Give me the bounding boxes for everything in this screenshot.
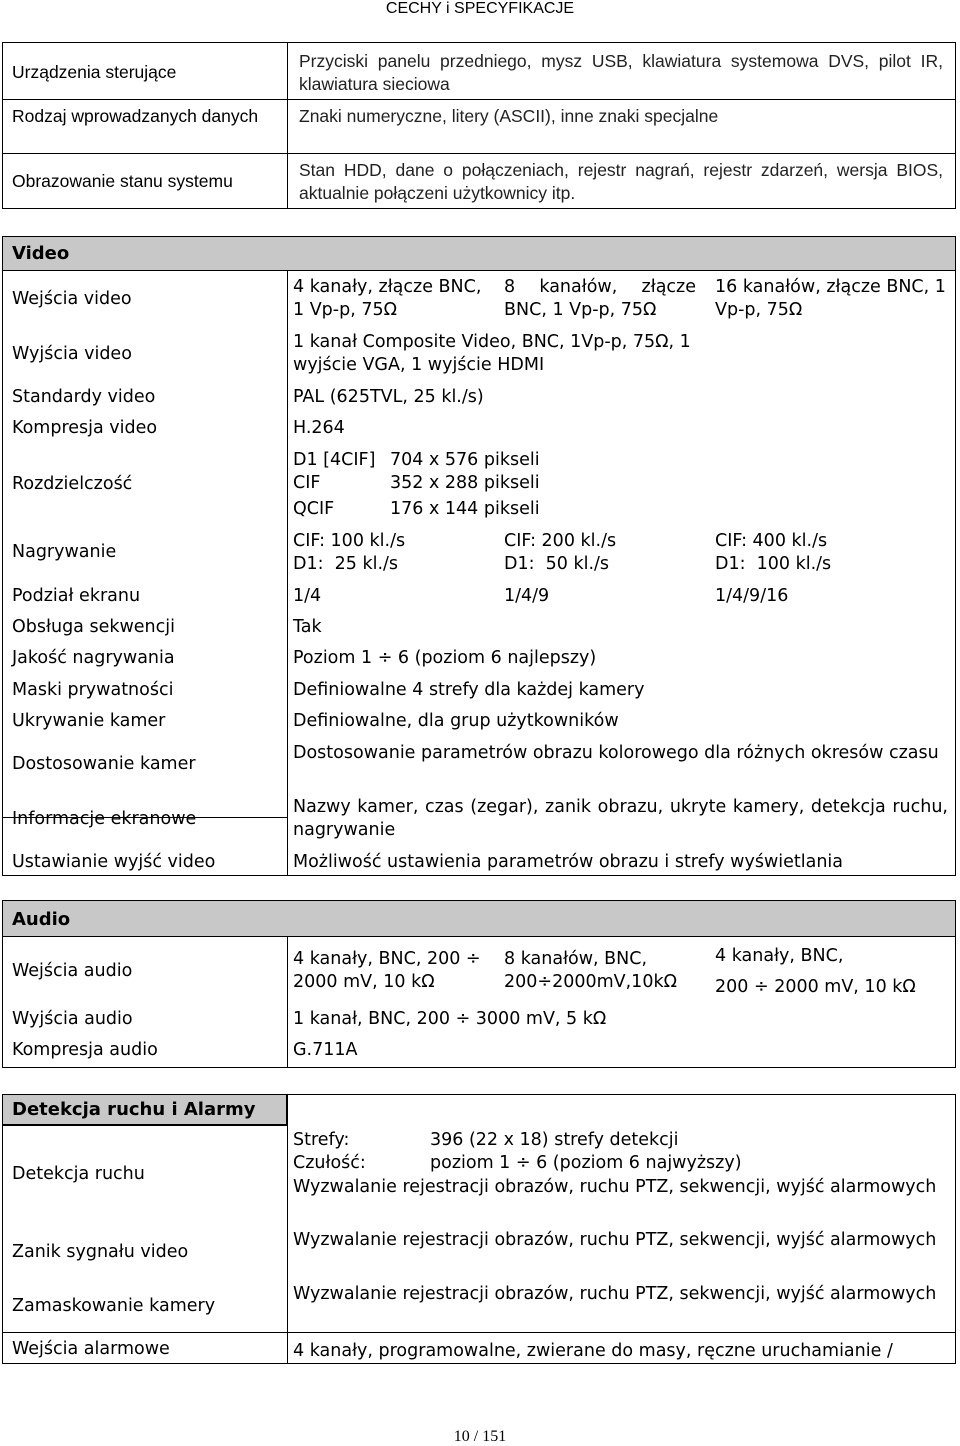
motion-detection-label: Detekcja ruchu: [12, 1164, 145, 1184]
video-inputs-16ch: 16 kanałów, złącze BNC, 1 Vp-p, 75Ω: [715, 277, 946, 320]
spec-value: Możliwość ustawienia parametrów obrazu i strefy wyświetlania: [293, 852, 844, 872]
sensitivity-key: Czułość:: [293, 1153, 366, 1173]
column-divider: [287, 937, 288, 1067]
screen-split-8ch: 1/4/9: [504, 586, 550, 606]
resolution-value: 704 x 576 pikseli: [390, 450, 540, 470]
general-label: Obrazowanie stanu systemu: [12, 171, 233, 191]
spec-value: Poziom 1 ÷ 6 (poziom 6 najlepszy): [293, 648, 597, 668]
audio-inputs-label: Wejścia audio: [12, 961, 133, 981]
audio-inputs-16ch-range: 200 ÷ 2000 mV, 10 kΩ: [715, 977, 916, 997]
video-inputs-8ch: 8 kanałów, złącze BNC, 1 Vp-p, 75Ω: [504, 277, 696, 320]
video-section: [2, 236, 956, 876]
recording-16ch-d1: D1: 100 kl./s: [715, 554, 832, 574]
recording-8ch-d1: D1: 50 kl./s: [504, 554, 610, 574]
general-value: Przyciski panelu przedniego, mysz USB, klawiatura systemowa DVS, pilot IR, klawiatura sieciowa: [299, 51, 943, 94]
resolution-value: 352 x 288 pikseli: [390, 473, 540, 493]
video-outputs-value: 1 kanał Composite Video, BNC, 1Vp-p, 75Ω, 1 wyjście VGA, 1 wyjście HDMI: [293, 332, 691, 375]
row-divider: [3, 99, 955, 100]
audio-inputs-4ch: 4 kanały, BNC, 200 ÷ 2000 mV, 10 kΩ: [293, 949, 481, 992]
general-label: Urządzenia sterujące: [12, 62, 177, 82]
section-title: Detekcja ruchu i Alarmy: [3, 1095, 287, 1125]
spec-value: Definiowalne 4 strefy dla każdej kamery: [293, 680, 645, 700]
spec-value: Nazwy kamer, czas (zegar), zanik obrazu, ukryte kamery, detekcja ruchu, nagrywanie: [293, 797, 948, 840]
row-divider: [3, 1125, 287, 1126]
video-loss-label: Zanik sygnału video: [12, 1242, 189, 1262]
spec-label: Informacje ekranowe: [12, 809, 197, 829]
spec-label: Maski prywatności: [12, 680, 174, 700]
spec-label: Jakość nagrywania: [12, 648, 175, 668]
spec-label: Ustawianie wyjść video: [12, 852, 216, 872]
recording-4ch-cif: CIF: 100 kl./s: [293, 531, 406, 551]
column-divider: [287, 1095, 288, 1363]
column-divider: [287, 43, 288, 208]
row-divider: [3, 1332, 955, 1333]
resolution-value: 176 x 144 pikseli: [390, 499, 540, 519]
video-outputs-label: Wyjścia video: [12, 344, 132, 364]
audio-inputs-16ch: 4 kanały, BNC,: [715, 946, 844, 966]
general-value: Znaki numeryczne, litery (ASCII), inne znaki specjalne: [299, 106, 719, 126]
page-header: CECHY i SPECYFIKACJE: [385, 0, 575, 17]
general-spec-table: [2, 42, 956, 209]
resolution-name: CIF: [293, 473, 321, 493]
motion-trigger-value: Wyzwalanie rejestracji obrazów, ruchu PTZ, sekwencji, wyjść alarmowych: [293, 1177, 937, 1197]
camera-masking-value: Wyzwalanie rejestracji obrazów, ruchu PTZ, sekwencji, wyjść alarmowych: [293, 1284, 937, 1304]
audio-inputs-8ch: 8 kanałów, BNC, 200÷2000mV,10kΩ: [504, 949, 677, 992]
spec-label: Obsługa sekwencji: [12, 617, 175, 637]
resolution-name: QCIF: [293, 499, 335, 519]
camera-masking-label: Zamaskowanie kamery: [12, 1296, 216, 1316]
section-title: Video: [3, 237, 955, 271]
video-standard-value: PAL (625TVL, 25 kl./s): [293, 387, 484, 407]
spec-value: Definiowalne, dla grup użytkowników: [293, 711, 619, 731]
video-inputs-4ch: 4 kanały, złącze BNC, 1 Vp-p, 75Ω: [293, 277, 482, 320]
zones-value: 396 (22 x 18) strefy detekcji: [430, 1130, 679, 1150]
alarm-inputs-value: 4 kanały, programowalne, zwierane do masy, ręczne uruchamianie /: [293, 1341, 893, 1361]
recording-8ch-cif: CIF: 200 kl./s: [504, 531, 617, 551]
video-inputs-label: Wejścia video: [12, 289, 132, 309]
screen-split-16ch: 1/4/9/16: [715, 586, 789, 606]
audio-compression-label: Kompresja audio: [12, 1040, 158, 1060]
general-value: Stan HDD, dane o połączeniach, rejestr nagrań, rejestr zdarzeń, wersja BIOS, aktualnie połączeni użytkownicy itp.: [299, 160, 943, 203]
spec-label: Ukrywanie kamer: [12, 711, 166, 731]
zones-key: Strefy:: [293, 1130, 350, 1150]
audio-outputs-label: Wyjścia audio: [12, 1009, 133, 1029]
video-recording-label: Nagrywanie: [12, 542, 117, 562]
audio-outputs-value: 1 kanał, BNC, 200 ÷ 3000 mV, 5 kΩ: [293, 1009, 607, 1029]
alarm-section: [2, 1094, 956, 1364]
recording-4ch-d1: D1: 25 kl./s: [293, 554, 399, 574]
sensitivity-value: poziom 1 ÷ 6 (poziom 6 najwyższy): [430, 1153, 742, 1173]
page-number: 10 / 151: [453, 1428, 507, 1445]
column-divider: [287, 271, 288, 875]
video-compression-value: H.264: [293, 418, 345, 438]
video-compression-label: Kompresja video: [12, 418, 158, 438]
row-divider: [3, 153, 955, 154]
video-resolution-label: Rozdzielczość: [12, 474, 133, 494]
video-standard-label: Standardy video: [12, 387, 156, 407]
spec-value: Dostosowanie parametrów obrazu kolorowego dla różnych okresów czasu: [293, 743, 939, 763]
general-label: Rodzaj wprowadzanych danych: [12, 106, 259, 126]
alarm-inputs-label: Wejścia alarmowe: [12, 1339, 170, 1359]
video-loss-value: Wyzwalanie rejestracji obrazów, ruchu PTZ, sekwencji, wyjść alarmowych: [293, 1230, 937, 1250]
resolution-name: D1 [4CIF]: [293, 450, 376, 470]
spec-label: Dostosowanie kamer: [12, 754, 196, 774]
spec-value: Tak: [293, 617, 322, 637]
audio-section: [2, 900, 956, 1068]
screen-split-4ch: 1/4: [293, 586, 322, 606]
recording-16ch-cif: CIF: 400 kl./s: [715, 531, 828, 551]
audio-compression-value: G.711A: [293, 1040, 358, 1060]
section-title: Audio: [3, 901, 955, 937]
screen-split-label: Podział ekranu: [12, 586, 141, 606]
